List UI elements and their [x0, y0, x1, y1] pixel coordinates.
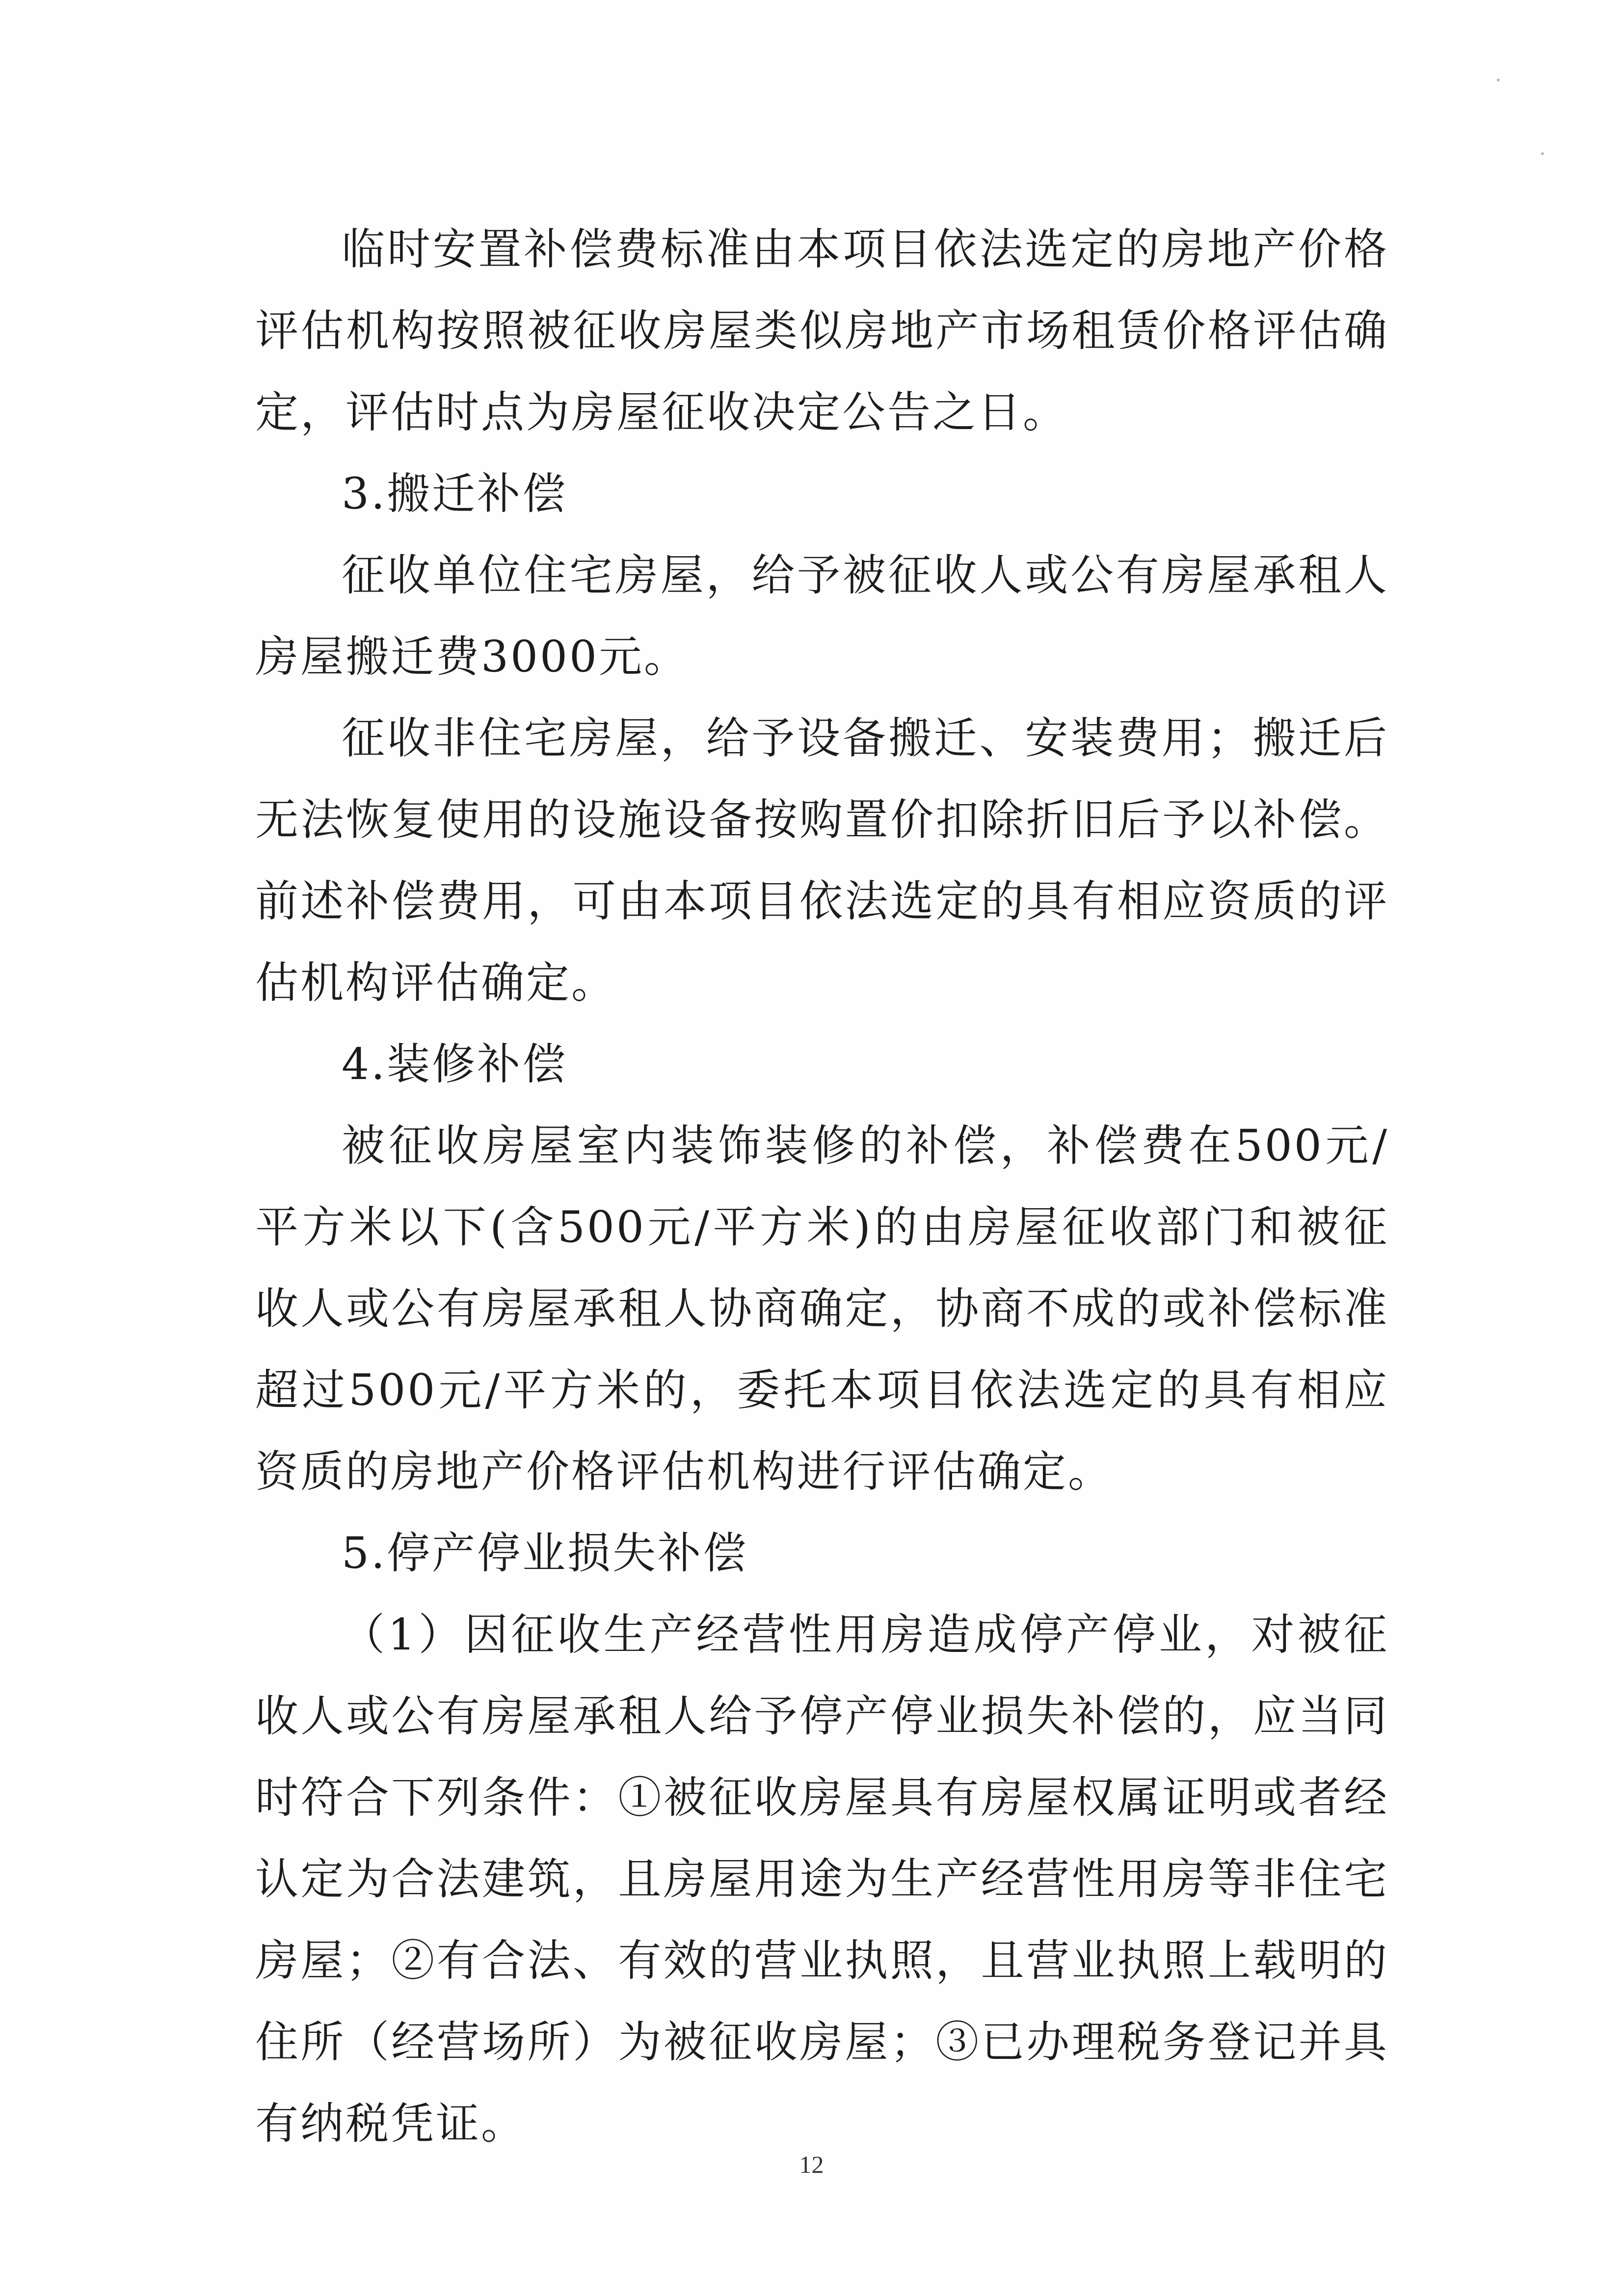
paragraph-decoration-compensation: 被征收房屋室内装饰装修的补偿，补偿费在500元/平方米以下(含500元/平方米)的由房屋征收部门和被征收人或公有房屋承租人协商确定，协商不成的或补偿标准超过500元/平方米的，委托本项目依法选定的具有相应资质的房地产价格评估机构进行评估确定。 [255, 1120, 1389, 1497]
paragraph-residential-relocation-fee: 征收单位住宅房屋，给予被征收人或公有房屋承租人房屋搬迁费3000元。 [255, 550, 1389, 682]
paragraph-business-suspension-conditions: （1）因征收生产经营性用房造成停产停业，对被征收人或公有房屋承租人给予停产停业损失补偿的，应当同时符合下列条件：①被征收房屋具有房屋权属证明或者经认定为合法建筑，且房屋用途为生产经营性用房等非住宅房屋；②有合法、有效的营业执照，且营业执照上载明的住所（经营场所）为被征收房屋；③已办理税务登记并具有纳税凭证。 [255, 1609, 1389, 2149]
paragraph-non-residential-equipment: 征收非住宅房屋，给予设备搬迁、安装费用；搬迁后无法恢复使用的设施设备按购置价扣除折旧后予以补偿。前述补偿费用，可由本项目依法选定的具有相应资质的评估机构评估确定。 [255, 713, 1389, 1008]
heading-relocation-compensation: 3.搬迁补偿 [342, 468, 567, 519]
scan-speck [1541, 152, 1544, 155]
heading-business-suspension-compensation: 5.停产停业损失补偿 [342, 1528, 748, 1578]
body-text [255, 209, 1389, 2164]
scan-speck [1497, 79, 1500, 81]
heading-decoration-compensation: 4.装修补偿 [342, 1039, 567, 1089]
paragraph-temporary-resettlement: 临时安置补偿费标准由本项目依法选定的房地产价格评估机构按照被征收房屋类似房地产市场租赁价格评估确定，评估时点为房屋征收决定公告之日。 [255, 224, 1389, 437]
page-number: 12 [799, 2151, 824, 2178]
